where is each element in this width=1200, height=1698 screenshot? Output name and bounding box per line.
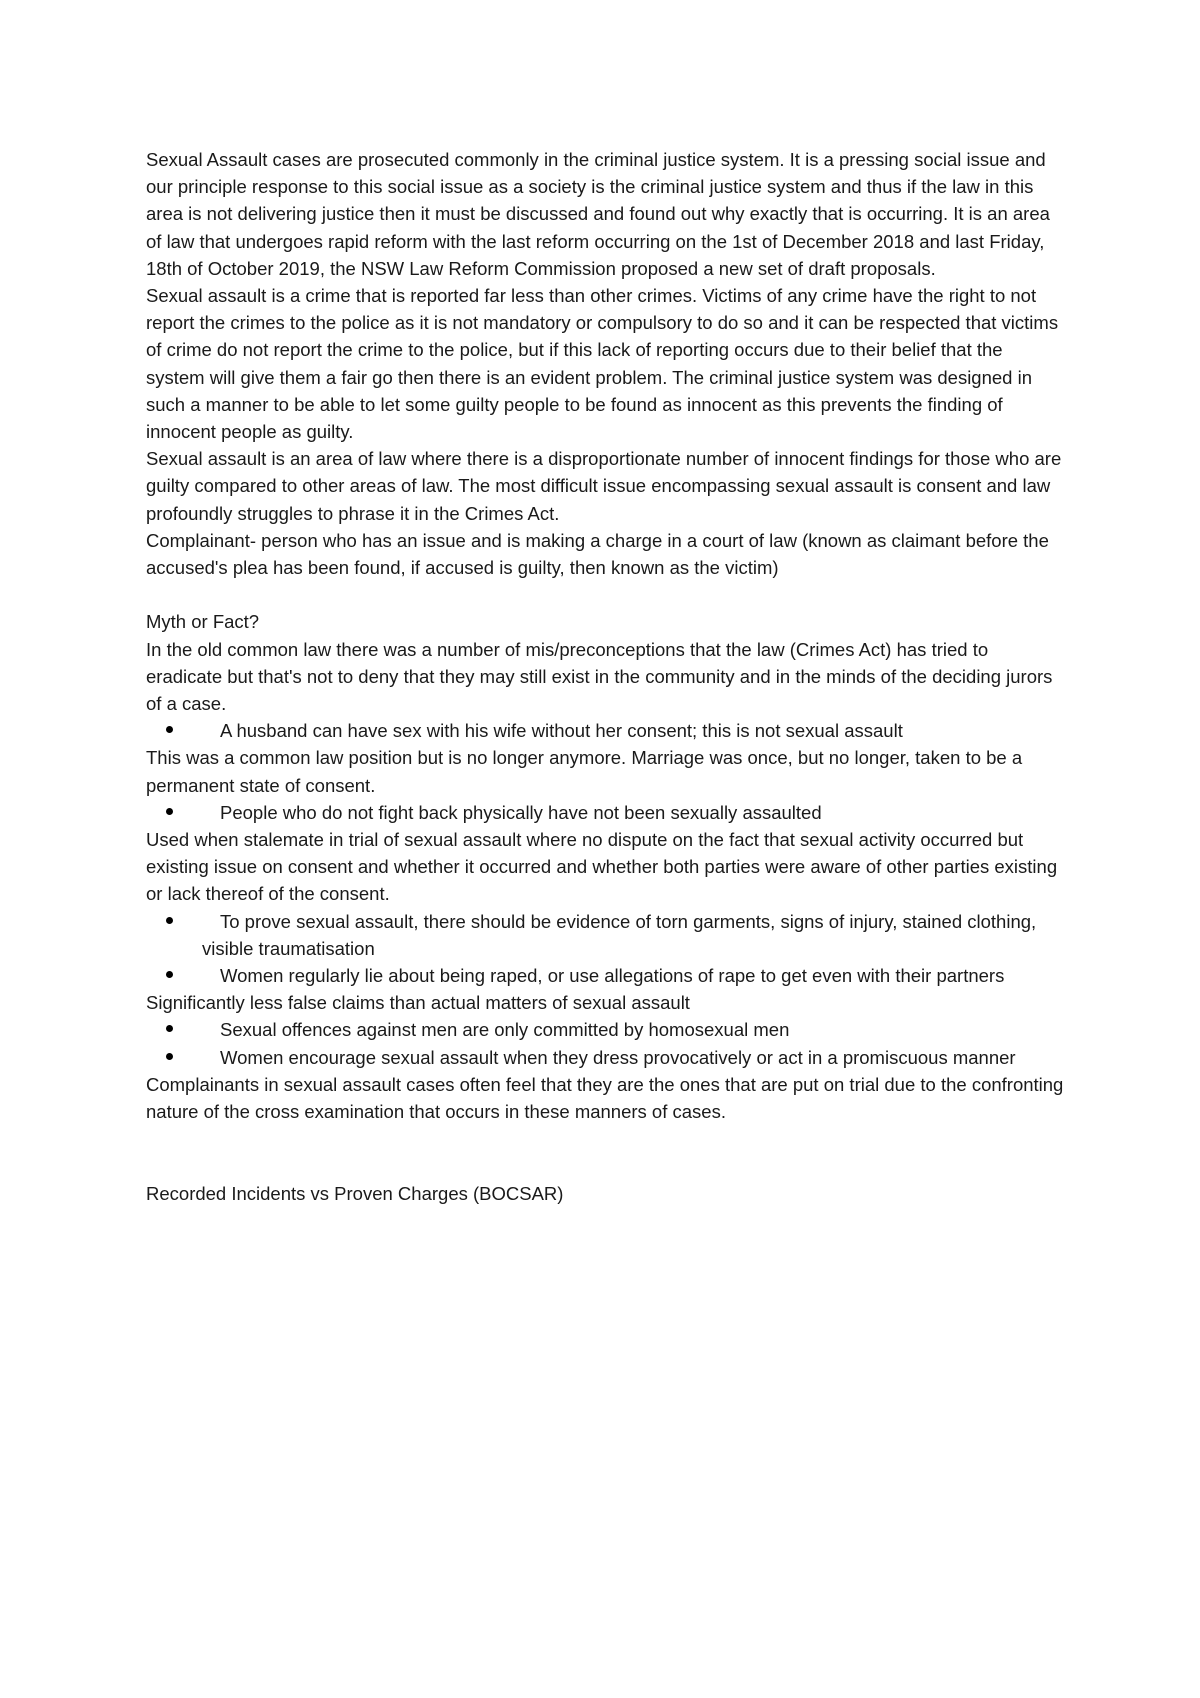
complainant-definition: Complainant- person who has an issue and is making a charge in a court of law (known as claimant before the accused's plea has been found, if accused is guilty, then known as the victim)	[146, 529, 1049, 579]
document-body	[146, 146, 1066, 1207]
bullet-text: A husband can have sex with his wife without her consent; this is not sexual assault	[220, 720, 903, 742]
bullet-icon	[166, 1053, 173, 1060]
bullet-icon	[166, 726, 173, 733]
bullet-text: Sexual offences against men are only committed by homosexual men	[220, 1019, 790, 1041]
bullet-text: Women regularly lie about being raped, or use allegations of rape to get even with their partners	[220, 965, 1005, 987]
section-heading: Recorded Incidents vs Proven Charges (BOCSAR)	[146, 1182, 564, 1204]
bullet-icon	[166, 917, 173, 924]
bullet-text: Women encourage sexual assault when they dress provocatively or act in a promiscuous manner	[220, 1046, 1016, 1068]
list-item	[146, 717, 1066, 744]
list-item	[146, 908, 1066, 962]
list-item	[146, 799, 1066, 826]
myth-note: Used when stalemate in trial of sexual assault where no dispute on the fact that sexual activity occurred but existing issue on consent and whether it occurred and whether both parties were aware of other parties existing or lack thereof of the consent.	[146, 829, 1058, 905]
bullet-icon	[166, 808, 173, 815]
reporting-paragraph: Sexual assault is a crime that is reported far less than other crimes. Victims of any crime have the right to not report the crimes to the police as it is not mandatory or compulsory to do so and it can be respected that victims of crime do not report the crime to the police, but if this lack of reporting occurs due to their belief that the system will give them a fair go then there is an evident problem. The criminal justice system was designed in such a manner to be able to let some guilty people to be found as innocent as this prevents the finding of innocent people as guilty.	[146, 285, 1059, 443]
myth-note: This was a common law position but is no longer anymore. Marriage was once, but no longer, taken to be a permanent state of consent.	[146, 747, 1023, 796]
list-item	[146, 1044, 1066, 1071]
list-item	[146, 962, 1066, 989]
spacer	[146, 581, 1066, 608]
bullet-icon	[166, 1025, 173, 1032]
myth-intro: In the old common law there was a number of mis/preconceptions that the law (Crimes Act) has tried to eradicate but that's not to deny that they may still exist in the community and in the minds of the deciding jurors of a case.	[146, 638, 1053, 715]
bullet-text: To prove sexual assault, there should be evidence of torn garments, signs of injury, stained clothing, visible traumatisation	[202, 910, 1037, 959]
myth-note: Significantly less false claims than actual matters of sexual assault	[146, 992, 690, 1014]
consent-paragraph: Sexual assault is an area of law where there is a disproportionate number of innocent findings for those who are guilty compared to other areas of law. The most difficult issue encompassing sexual assault is consent and law profoundly struggles to phrase it in the Crimes Act.	[146, 448, 1062, 524]
spacer	[146, 1125, 1066, 1179]
myth-note: Complainants in sexual assault cases often feel that they are the ones that are put on trial due to the confronting nature of the cross examination that occurs in these manners of cases.	[146, 1073, 1064, 1123]
myth-heading: Myth or Fact?	[146, 611, 260, 633]
intro-paragraph: Sexual Assault cases are prosecuted commonly in the criminal justice system. It is a pressing social issue and our principle response to this social issue as a society is the criminal justice system and thus if the law in this area is not delivering justice then it must be discussed and found out why exactly that is occurring. It is an area of law that undergoes rapid reform with the last reform occurring on the 1st of December 2018 and last Friday, 18th of October 2019, the NSW Law Reform Commission proposed a new set of draft proposals.	[146, 149, 1050, 279]
list-item	[146, 1016, 1066, 1043]
bullet-icon	[166, 971, 173, 978]
bullet-text: People who do not fight back physically have not been sexually assaulted	[220, 801, 822, 823]
